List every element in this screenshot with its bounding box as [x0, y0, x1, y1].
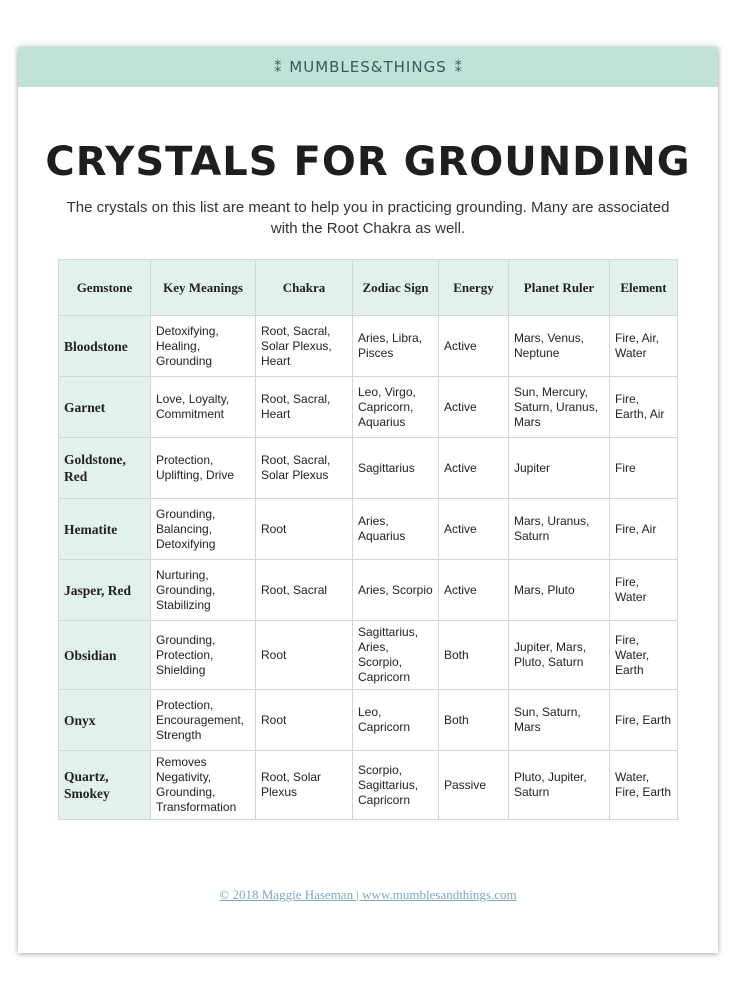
footer-copyright-link[interactable]: © 2018 Maggie Haseman | www.mumblesandthings.com [219, 887, 517, 902]
table-cell: Water, Fire, Earth [610, 751, 678, 820]
table-cell: Root [256, 690, 353, 751]
table-cell: Root, Sacral, Heart [256, 377, 353, 438]
gemstone-cell: Garnet [59, 377, 151, 438]
table-cell: Protection, Encouragement, Strength [151, 690, 256, 751]
gemstone-cell: Quartz, Smokey [59, 751, 151, 820]
table-cell: Nurturing, Grounding, Stabilizing [151, 560, 256, 621]
header-banner [18, 47, 718, 87]
table-cell: Fire, Earth, Air [610, 377, 678, 438]
column-header: Gemstone [59, 260, 151, 316]
table-cell: Both [439, 690, 509, 751]
table-cell: Sagittarius [353, 438, 439, 499]
table-row [59, 751, 678, 820]
table-cell: Active [439, 377, 509, 438]
column-header: Chakra [256, 260, 353, 316]
column-header: Key Meanings [151, 260, 256, 316]
table-cell: Jupiter, Mars, Pluto, Saturn [509, 621, 610, 690]
sparkle-left-icon: ⁑ [274, 58, 282, 75]
table-cell: Scorpio, Sagittarius, Capricorn [353, 751, 439, 820]
table-cell: Sagittarius, Aries, Scorpio, Capricorn [353, 621, 439, 690]
table-cell: Sun, Saturn, Mars [509, 690, 610, 751]
column-header: Energy [439, 260, 509, 316]
table-cell: Pluto, Jupiter, Saturn [509, 751, 610, 820]
table-cell: Root [256, 621, 353, 690]
table-cell: Fire, Water, Earth [610, 621, 678, 690]
brand-logo: MUMBLES&THINGS [289, 58, 447, 76]
table-cell: Protection, Uplifting, Drive [151, 438, 256, 499]
table-cell: Sun, Mercury, Saturn, Uranus, Mars [509, 377, 610, 438]
table-cell: Mars, Uranus, Saturn [509, 499, 610, 560]
table-cell: Fire, Air, Water [610, 316, 678, 377]
column-header: Zodiac Sign [353, 260, 439, 316]
table-cell: Root, Solar Plexus [256, 751, 353, 820]
page-title: CRYSTALS FOR GROUNDING [45, 139, 691, 185]
gemstone-cell: Onyx [59, 690, 151, 751]
gemstone-cell: Goldstone, Red [59, 438, 151, 499]
table-cell: Passive [439, 751, 509, 820]
table-row [59, 377, 678, 438]
table-cell: Both [439, 621, 509, 690]
gemstone-cell: Hematite [59, 499, 151, 560]
table-cell: Fire, Water [610, 560, 678, 621]
table-cell: Fire [610, 438, 678, 499]
table-cell: Active [439, 438, 509, 499]
table-row [59, 499, 678, 560]
table-cell: Removes Negativity, Grounding, Transformation [151, 751, 256, 820]
column-header: Element [610, 260, 678, 316]
table-cell: Leo, Virgo, Capricorn, Aquarius [353, 377, 439, 438]
page-subtitle: The crystals on this list are meant to help you in practicing grounding. Many are associated with the Root Chakra as well. [66, 199, 670, 237]
gemstone-cell: Obsidian [59, 621, 151, 690]
column-header: Planet Ruler [509, 260, 610, 316]
table-row [59, 438, 678, 499]
table-cell: Grounding, Protection, Shielding [151, 621, 256, 690]
crystals-table [58, 259, 678, 820]
gemstone-cell: Bloodstone [59, 316, 151, 377]
table-cell: Detoxifying, Healing, Grounding [151, 316, 256, 377]
table-cell: Fire, Earth [610, 690, 678, 751]
table-row [59, 621, 678, 690]
table-row [59, 690, 678, 751]
table-cell: Aries, Libra, Pisces [353, 316, 439, 377]
gemstone-cell: Jasper, Red [59, 560, 151, 621]
table-cell: Mars, Pluto [509, 560, 610, 621]
table-cell: Jupiter [509, 438, 610, 499]
table-row [59, 316, 678, 377]
table-cell: Leo, Capricorn [353, 690, 439, 751]
table-cell: Root, Sacral [256, 560, 353, 621]
table-cell: Love, Loyalty, Commitment [151, 377, 256, 438]
table-cell: Root, Sacral, Solar Plexus, Heart [256, 316, 353, 377]
table-cell: Root, Sacral, Solar Plexus [256, 438, 353, 499]
table-cell: Active [439, 316, 509, 377]
table-cell: Active [439, 560, 509, 621]
table-cell: Aries, Aquarius [353, 499, 439, 560]
table-row [59, 560, 678, 621]
table-cell: Aries, Scorpio [353, 560, 439, 621]
table-cell: Grounding, Balancing, Detoxifying [151, 499, 256, 560]
table-cell: Active [439, 499, 509, 560]
table-cell: Fire, Air [610, 499, 678, 560]
table-cell: Mars, Venus, Neptune [509, 316, 610, 377]
table-cell: Root [256, 499, 353, 560]
table-header-row [59, 260, 678, 316]
page-sheet [18, 47, 718, 953]
sparkle-right-icon: ⁑ [454, 58, 462, 75]
